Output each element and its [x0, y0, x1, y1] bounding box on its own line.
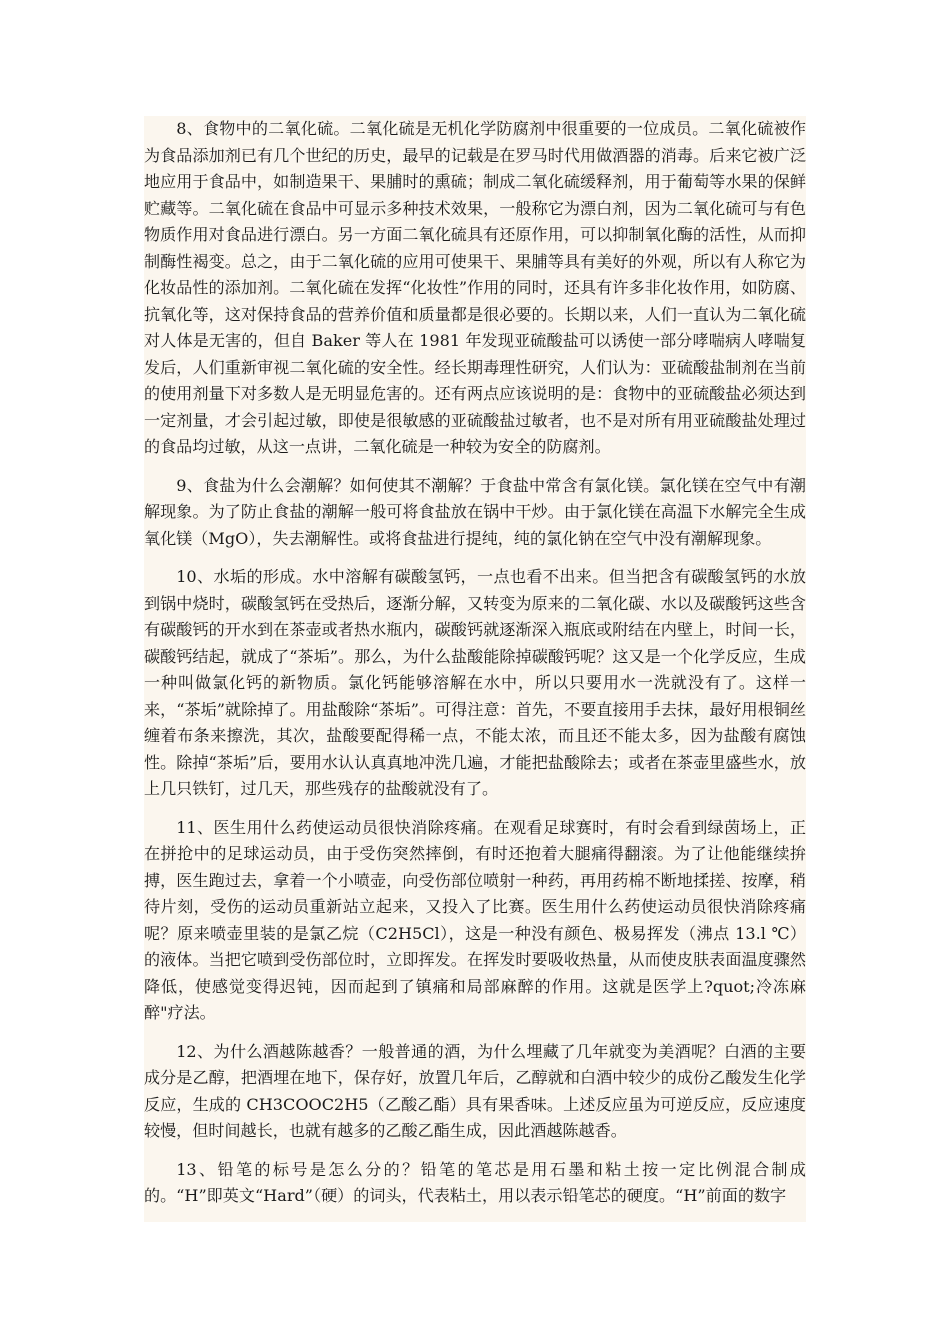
paragraph-sulfur-dioxide: 8、食物中的二氧化硫。二氧化硫是无机化学防腐剂中很重要的一位成员。二氧化硫被作为食品添加剂已有几个世纪的历史，最早的记载是在罗马时代用做酒器的消毒。后来它被广泛地应用于食品中，如制造果干、果脯时的熏硫；制成二氧化硫缓释剂，用于葡萄等水果的保鲜贮藏等。二氧化硫在食品中可显示多种技术效果，一般称它为漂白剂，因为二氧化硫可与有色物质作用对食品进行漂白。另一方面二氧化硫具有还原作用，可以抑制氧化酶的活性，从而抑制酶性褐变。总之，由于二氧化硫的应用可使果干、果脯等具有美好的外观，所以有人称它为化妆品性的添加剂。二氧化硫在发挥“化妆性”作用的同时，还具有许多非化妆作用，如防腐、抗氧化等，这对保持食品的营养价值和质量都是很必要的。长期以来，人们一直认为二氧化硫对人体是无害的，但自 Baker 等人在 1981 年发现亚硫酸盐可以诱使一部分哮喘病人哮喘复发后，人们重新审视二氧化硫的安全性。经长期毒理性研究，人们认为：亚硫酸盐制剂在当前的使用剂量下对多数人是无明显危害的。还有两点应该说明的是：食物中的亚硫酸盐必须达到一定剂量，才会引起过敏，即使是很敏感的亚硫酸盐过敏者，也不是对所有用亚硫酸盐处理过的食品均过敏，从这一点讲，二氧化硫是一种较为安全的防腐剂。: [144, 119, 806, 456]
paragraph-scale-formation: 10、水垢的形成。水中溶解有碳酸氢钙，一点也看不出来。但当把含有碳酸氢钙的水放到锅中烧时，碳酸氢钙在受热后，逐渐分解，又转变为原来的二氧化碳、水以及碳酸钙这些含有碳酸钙的开水到在茶壶或者热水瓶内，碳酸钙就逐渐深入瓶底或附结在内壁上，时间一长，碳酸钙结起，就成了“茶垢”。那么，为什么盐酸能除掉碳酸钙呢？这又是一个化学反应，生成一种叫做氯化钙的新物质。氯化钙能够溶解在水中，所以只要用水一洗就没有了。这样一来，“茶垢”就除掉了。用盐酸除“茶垢”。可得注意：首先，不要直接用手去抹，最好用根铜丝缠着布条来擦洗，其次，盐酸要配得稀一点，不能太浓，而且还不能太多，因为盐酸有腐蚀性。除掉“茶垢”后，要用水认认真真地冲洗几遍，才能把盐酸除去；或者在茶壶里盛些水，放上几只铁钉，过几天，那些残存的盐酸就没有了。: [144, 567, 806, 798]
article-body: [144, 116, 806, 1222]
paragraph-aged-wine: 12、为什么酒越陈越香？一般普通的酒，为什么埋藏了几年就变为美酒呢？白酒的主要成分是乙醇，把酒埋在地下，保存好，放置几年后，乙醇就和白酒中较少的成份乙酸发生化学反应，生成的 CH3COOC2H5（乙酸乙酯）具有果香味。上述反应虽为可逆反应，反应速度较慢，但时间越长，也就有越多的乙酸乙酯生成，因此酒越陈越香。: [144, 1041, 806, 1140]
paragraph-pencil-grade: 13、铅笔的标号是怎么分的？铅笔的笔芯是用石墨和粘土按一定比例混合制成的。“H”即英文“Hard”（硬）的词头，代表粘土，用以表示铅笔芯的硬度。“H”前面的数字: [144, 1159, 806, 1205]
paragraph-salt-deliquescence: 9、食盐为什么会潮解？如何使其不潮解？于食盐中常含有氯化镁。氯化镁在空气中有潮解现象。为了防止食盐的潮解一般可将食盐放在锅中干炒。由于氯化镁在高温下水解完全生成氧化镁（MgO），失去潮解性。或将食盐进行提纯，纯的氯化钠在空气中没有潮解现象。: [144, 475, 806, 548]
paragraph-pain-relief-spray: 11、医生用什么药使运动员很快消除疼痛。在观看足球赛时，有时会看到绿茵场上，正在拼抢中的足球运动员，由于受伤突然摔倒，有时还抱着大腿痛得翻滚。为了让他能继续拚搏，医生跑过去，拿着一个小喷壶，向受伤部位喷射一种药，再用药棉不断地揉搓、按摩，稍待片刻，受伤的运动员重新站立起来，又投入了比赛。医生用什么药使运动员很快消除疼痛呢？原来喷壶里装的是氯乙烷（C2H5Cl），这是一种没有颜色、极易挥发（沸点 13.l ℃）的液体。当把它喷到受伤部位时，立即挥发。在挥发时要吸收热量，从而使皮肤表面温度骤然降低，使感觉变得迟钝，因而起到了镇痛和局部麻醉的作用。这就是医学上?quot;冷冻麻醉"疗法。: [144, 817, 806, 1022]
